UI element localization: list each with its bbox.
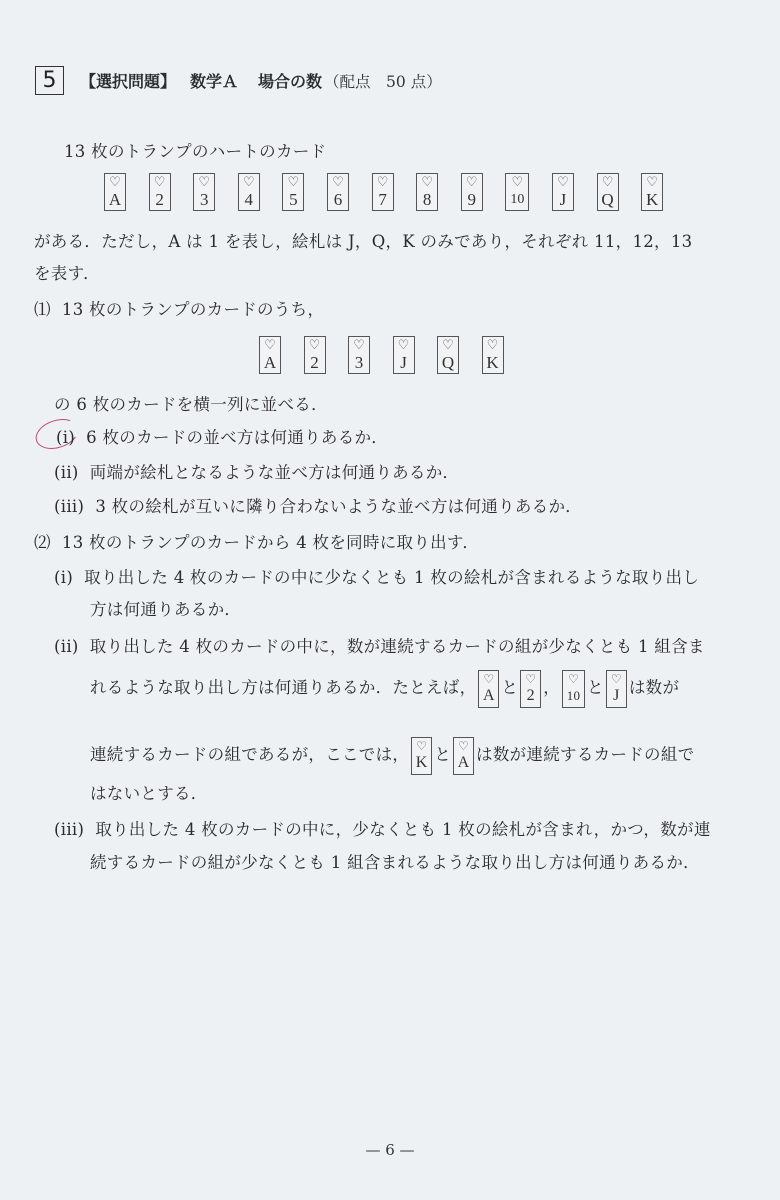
sub-text: 取り出した 4 枚のカードの中に，少なくとも 1 枚の絵札が含まれ，かつ，数が連 xyxy=(95,820,711,839)
part2-text: 13 枚のトランプのカードから 4 枚を同時に取り出す． xyxy=(61,533,480,552)
heart-icon: ♡ xyxy=(287,175,300,190)
card-jack: ♡ J xyxy=(393,336,415,374)
heart-icon: ♡ xyxy=(568,671,580,686)
part2-heading xyxy=(34,533,479,553)
heart-icon: ♡ xyxy=(416,738,428,753)
part2-sub-ii-line3: 連続するカードの組であるが，ここでは， ♡ K と ♡ A は数が連続するカードの組で xyxy=(90,735,694,775)
sub-label: (i) xyxy=(56,428,76,447)
sub-text: 6 枚のカードの並べ方は何通りあるか． xyxy=(86,428,389,447)
sub-text: 3 枚の絵札が互いに隣り合わないような並べ方は何通りあるか． xyxy=(95,497,583,516)
heart-icon: ♡ xyxy=(264,338,276,353)
part1-sub-iii xyxy=(54,497,582,517)
heart-icon: ♡ xyxy=(198,175,211,190)
part1-label: ⑴ xyxy=(34,300,51,319)
card-king: ♡ K xyxy=(411,737,432,775)
card-ace: ♡ A xyxy=(259,336,281,374)
page-number: — 6 — xyxy=(365,1141,415,1159)
heart-icon: ♡ xyxy=(376,175,389,190)
card-8: ♡ 8 xyxy=(416,173,438,211)
card-queen: ♡ Q xyxy=(437,336,459,374)
card-9: ♡ 9 xyxy=(461,173,483,211)
card-queen: ♡ Q xyxy=(597,173,619,211)
card-row-six xyxy=(259,336,504,374)
heart-icon: ♡ xyxy=(486,338,499,353)
sub-label: (iii) xyxy=(54,820,85,839)
card-6: ♡ 6 xyxy=(327,173,349,211)
heart-icon: ♡ xyxy=(465,175,478,190)
intro-line-3: を表す． xyxy=(34,264,100,283)
heart-icon: ♡ xyxy=(557,175,569,190)
heart-icon: ♡ xyxy=(421,175,433,190)
card-3: ♡ 3 xyxy=(348,336,370,374)
question-subject: 数学Ａ xyxy=(190,72,239,91)
heart-icon: ♡ xyxy=(601,175,614,190)
card-ace: ♡ A xyxy=(453,737,474,775)
card-king: ♡ K xyxy=(482,336,504,374)
part2-sub-ii-line1 xyxy=(54,637,705,657)
sub-label: (ii) xyxy=(54,463,79,482)
card-jack: ♡ J xyxy=(552,173,574,211)
heart-icon: ♡ xyxy=(442,338,454,353)
question-header xyxy=(35,66,442,95)
heart-icon: ♡ xyxy=(308,338,321,353)
question-number: 5 xyxy=(35,66,64,95)
part2-sub-ii-line4: はないとする． xyxy=(90,784,208,803)
sub-text: 取り出した 4 枚のカードの中に少なくとも 1 枚の絵札が含まれるような取り出し xyxy=(84,568,700,587)
question-topic: 場合の数 xyxy=(258,72,323,91)
card-2: ♡ 2 xyxy=(520,670,541,708)
part1-after-cards: の 6 枚のカードを横一列に並べる． xyxy=(54,395,328,414)
part2-sub-i-line1 xyxy=(54,568,699,588)
part2-label: ⑵ xyxy=(34,533,51,552)
card-7: ♡ 7 xyxy=(372,173,394,211)
part1-sub-ii xyxy=(54,463,459,483)
sub-text: 両端が絵札となるような並べ方は何通りあるか． xyxy=(89,463,460,482)
card-king: ♡ K xyxy=(641,173,663,211)
heart-icon: ♡ xyxy=(483,671,495,686)
card-4: ♡ 4 xyxy=(238,173,260,211)
card-10: ♡ 10 xyxy=(505,173,529,211)
question-points: （配点 50 点） xyxy=(324,72,442,91)
heart-icon: ♡ xyxy=(610,671,622,686)
sub-label: (iii) xyxy=(54,497,85,516)
heart-icon: ♡ xyxy=(457,738,470,753)
part2-sub-i-line2: 方は何通りあるか． xyxy=(90,600,242,619)
sub-text: 取り出した 4 枚のカードの中に，数が連続するカードの組が少なくとも 1 組含ま xyxy=(89,637,705,656)
part2-sub-iii-line1 xyxy=(54,820,711,840)
part2-sub-iii-line2: 続するカードの組が少なくとも 1 組含まれるような取り出し方は何通りあるか． xyxy=(90,853,700,872)
card-5: ♡ 5 xyxy=(282,173,304,211)
part1-text: 13 枚のトランプのカードのうち， xyxy=(61,300,325,319)
heart-icon: ♡ xyxy=(646,175,658,190)
heart-icon: ♡ xyxy=(109,175,121,190)
card-row-full xyxy=(104,173,663,211)
question-category: 【選択問題】 xyxy=(80,72,177,91)
card-10: ♡ 10 xyxy=(562,670,585,708)
heart-icon: ♡ xyxy=(353,338,365,353)
card-jack: ♡ J xyxy=(606,670,627,708)
heart-icon: ♡ xyxy=(397,338,410,353)
part1-sub-i xyxy=(56,428,388,448)
sub-label: (i) xyxy=(54,568,74,587)
part1-heading xyxy=(34,300,324,320)
heart-icon: ♡ xyxy=(511,175,524,190)
card-ace: ♡ A xyxy=(104,173,126,211)
intro-line-2: がある．ただし，A は 1 を表し，絵札は J，Q，K のみであり，それぞれ 11，12，13 xyxy=(34,232,693,251)
card-2: ♡ 2 xyxy=(149,173,171,211)
heart-icon: ♡ xyxy=(153,175,166,190)
sub-label: (ii) xyxy=(54,637,79,656)
card-2: ♡ 2 xyxy=(304,336,326,374)
card-ace: ♡ A xyxy=(478,670,499,708)
heart-icon: ♡ xyxy=(242,175,255,190)
part2-sub-ii-line2: れるような取り出し方は何通りあるか．たとえば， ♡ A と ♡ 2 ， ♡ 10 と ♡ J は数が xyxy=(90,668,679,708)
card-3: ♡ 3 xyxy=(193,173,215,211)
intro-line-1: 13 枚のトランプのハートのカード xyxy=(64,142,327,161)
heart-icon: ♡ xyxy=(525,671,537,686)
heart-icon: ♡ xyxy=(332,175,344,190)
